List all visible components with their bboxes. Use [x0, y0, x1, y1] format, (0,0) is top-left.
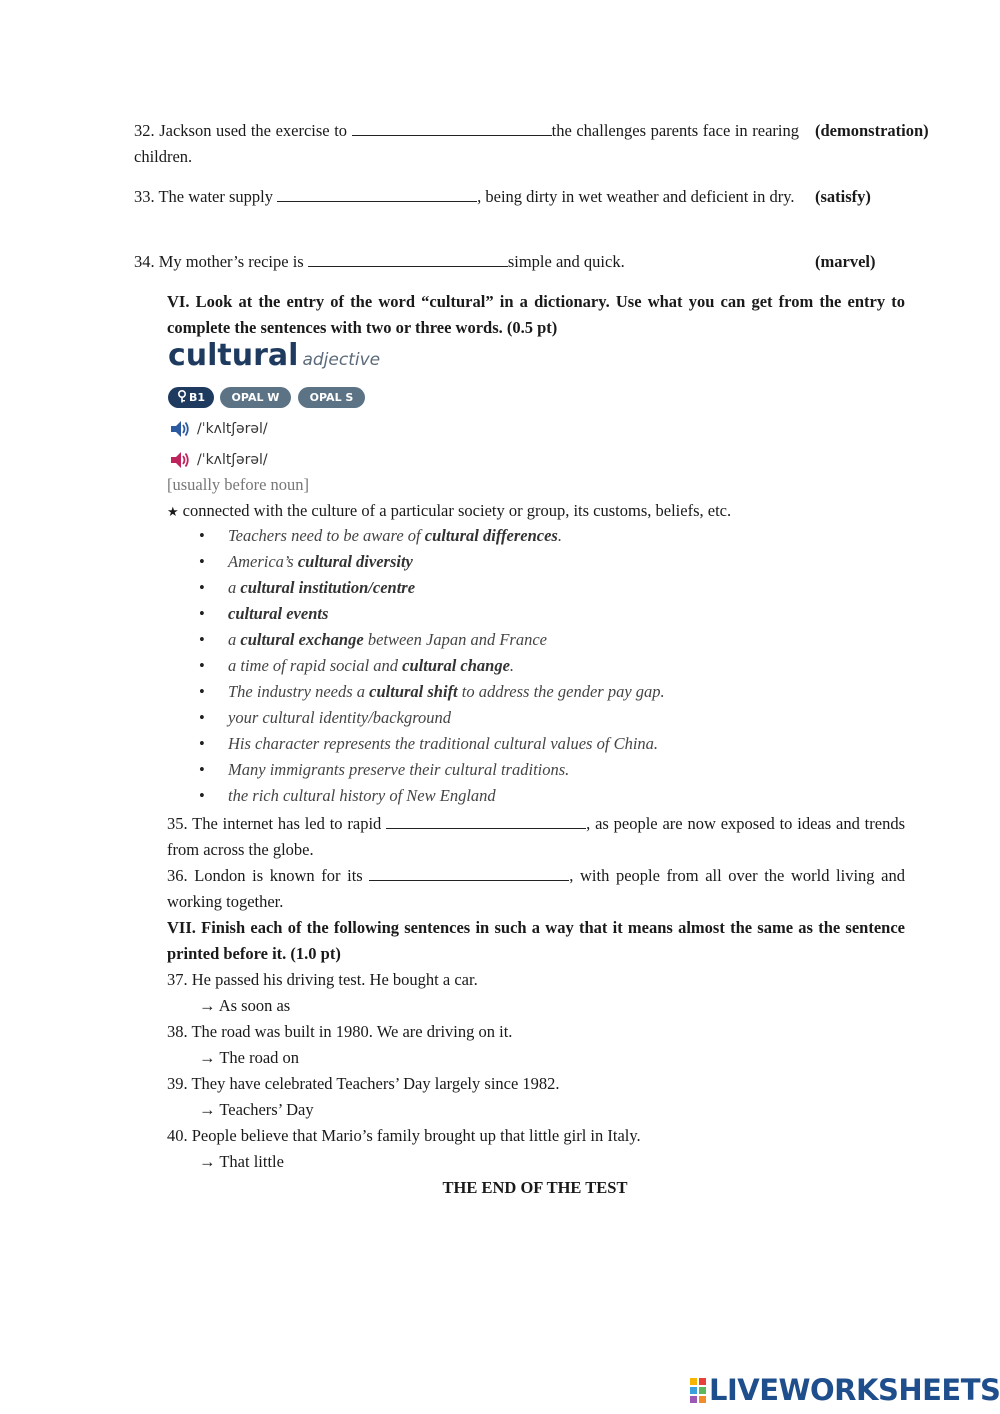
example-item: • the rich cultural history of New England	[167, 783, 665, 809]
part-of-speech: adjective	[302, 350, 381, 370]
arrow-icon: →	[199, 996, 216, 1015]
answer-blank[interactable]	[386, 814, 586, 829]
example-item: • His character represents the traditional cultural values of China.	[167, 731, 665, 757]
key-icon	[177, 390, 187, 403]
question-33: 33. The water supply , being dirty in wet weather and deficient in dry.	[134, 187, 795, 206]
word-hint: (satisfy)	[815, 187, 871, 206]
word-hint: (marvel)	[815, 252, 876, 271]
question-39: 39. They have celebrated Teachers’ Day largely since 1982.	[167, 1074, 560, 1093]
question-34: 34. My mother’s recipe is simple and quick.	[134, 252, 625, 271]
example-item: • cultural events	[167, 601, 665, 627]
answer-blank[interactable]	[277, 187, 477, 202]
logo-blocks-icon	[690, 1378, 706, 1403]
question-40: 40. People believe that Mario’s family brought up that little girl in Italy.	[167, 1126, 641, 1145]
example-item: • America’s cultural diversity	[167, 549, 665, 575]
section-vii-heading: VII. Finish each of the following sentences in such a way that it means almost the same as the sentence printed before it. (1.0 pt)	[167, 918, 905, 963]
example-item: • a time of rapid social and cultural change.	[167, 653, 665, 679]
star-icon: ★	[167, 504, 179, 519]
opal-w-badge: OPAL W	[220, 387, 291, 408]
question-38: 38. The road was built in 1980. We are driving on it.	[167, 1022, 513, 1041]
answer-blank[interactable]	[308, 252, 508, 267]
opal-s-badge: OPAL S	[298, 387, 365, 408]
dictionary-headword: cultural adjective	[168, 338, 381, 373]
example-list	[167, 523, 665, 809]
rewrite-line-40[interactable]: → That little	[199, 1152, 284, 1171]
answer-blank[interactable]	[369, 866, 569, 881]
example-item: • The industry needs a cultural shift to address the gender pay gap.	[167, 679, 665, 705]
example-item: • Teachers need to be aware of cultural differences.	[167, 523, 665, 549]
rewrite-line-37[interactable]: → As soon as	[199, 996, 291, 1015]
section-vi-heading: VI. Look at the entry of the word “cultural” in a dictionary. Use what you can get from the entry to complete the sentences with two or three words. (0.5 pt)	[167, 292, 905, 337]
example-item: • Many immigrants preserve their cultural traditions.	[167, 757, 665, 783]
arrow-icon: →	[199, 1152, 216, 1171]
arrow-icon: →	[199, 1048, 216, 1067]
rewrite-line-39[interactable]: → Teachers’ Day	[199, 1100, 314, 1119]
pronunciation-us: /ˈkʌltʃərəl/	[170, 451, 268, 469]
speaker-icon[interactable]	[170, 420, 192, 438]
end-of-test: THE END OF THE TEST	[442, 1178, 628, 1197]
rewrite-line-38[interactable]: → The road on	[199, 1048, 300, 1067]
level-badge: B1	[168, 387, 214, 408]
question-32: 32. Jackson used the exercise to the challenges parents face in rearing children.	[134, 121, 799, 166]
arrow-icon: →	[199, 1100, 216, 1119]
question-37: 37. He passed his driving test. He bought a car.	[167, 970, 478, 989]
example-item: • your cultural identity/background	[167, 705, 665, 731]
question-35: 35. The internet has led to rapid , as people are now exposed to ideas and trends from across the globe.	[167, 814, 905, 859]
example-item: • a cultural exchange between Japan and France	[167, 627, 665, 653]
question-36: 36. London is known for its , with people from all over the world living and working together.	[167, 866, 905, 911]
word-hint: (demonstration)	[815, 121, 929, 140]
grammar-note: [usually before noun]	[167, 475, 310, 494]
definition: ★ connected with the culture of a particular society or group, its customs, beliefs, etc.	[167, 501, 732, 520]
example-item: • a cultural institution/centre	[167, 575, 665, 601]
answer-blank[interactable]	[352, 121, 552, 136]
pronunciation-uk: /ˈkʌltʃərəl/	[170, 420, 268, 438]
speaker-icon[interactable]	[170, 451, 192, 469]
liveworksheets-logo: LIVEWORKSHEETS	[690, 1373, 1000, 1407]
